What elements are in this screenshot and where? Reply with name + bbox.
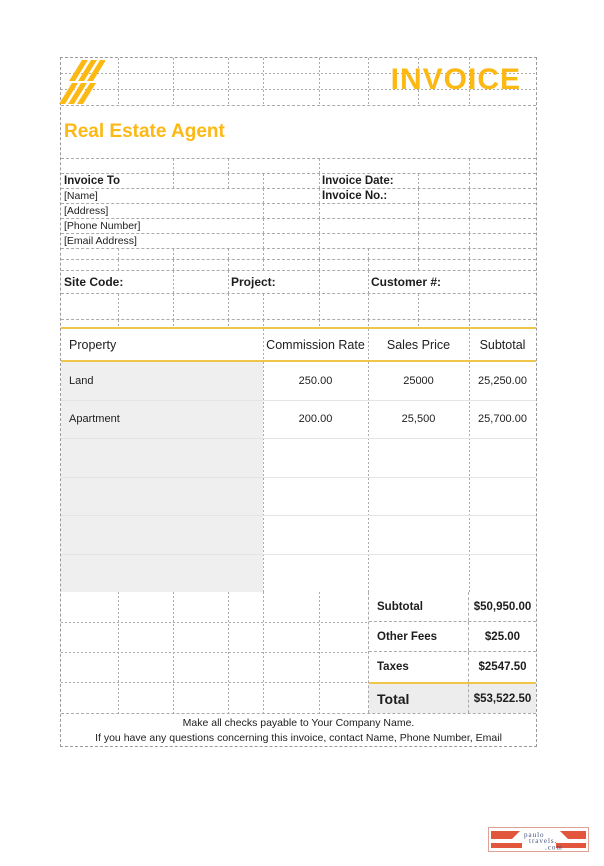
footer-line-2: If you have any questions concerning this invoice, contact Name, Phone Number, Email [95, 731, 502, 744]
summary-other-fees-row [369, 622, 536, 652]
property-column-header: Property [69, 337, 117, 352]
footer-note [61, 713, 536, 746]
summary-taxes-row [369, 652, 536, 682]
company-heading: Real Estate Agent [61, 105, 536, 158]
item-property[interactable]: Apartment [61, 401, 263, 439]
invoice-no-label: Invoice No.: [322, 190, 388, 202]
invoice-to-row [61, 173, 536, 188]
grid-spacer-row [61, 259, 536, 270]
summary-totals [368, 592, 536, 713]
summary-taxes-label: Taxes [369, 652, 469, 682]
watermark-word-3: .com [545, 843, 563, 852]
item-property[interactable] [61, 439, 263, 477]
item-property[interactable]: Land [61, 362, 263, 400]
item-commission-rate[interactable]: 200.00 [298, 413, 333, 426]
invoice-sheet [60, 57, 537, 747]
grid-spacer-row [61, 319, 536, 327]
item-property[interactable] [61, 478, 263, 516]
invoice-to-label: Invoice To [64, 175, 121, 187]
summary-subtotal-value: $50,950.00 [473, 600, 532, 613]
table-row-empty [61, 516, 536, 555]
item-commission-rate[interactable]: 250.00 [298, 374, 333, 387]
bill-to-address-field[interactable]: [Address] [64, 205, 109, 217]
commission-rate-column-header: Commission Rate [266, 337, 365, 352]
subtotal-column-header: Subtotal [479, 337, 526, 352]
summary-other-fees-label: Other Fees [369, 622, 469, 651]
item-subtotal[interactable]: 25,250.00 [478, 374, 527, 387]
watermark-word-1: paulo [524, 831, 545, 839]
summary-total-row [369, 682, 536, 713]
bill-to-email-field[interactable]: [Email Address] [64, 235, 137, 247]
bill-to-address-row [61, 203, 536, 218]
item-property[interactable] [61, 555, 263, 593]
item-sales-price[interactable]: 25000 [403, 374, 434, 387]
table-row-empty [61, 439, 536, 478]
items-table [61, 327, 536, 592]
table-row-empty [61, 478, 536, 517]
bill-to-phone-row [61, 218, 536, 233]
summary-other-fees-value: $25.00 [484, 630, 521, 643]
company-logo-icon [59, 59, 105, 107]
summary-total-value: $53,522.50 [473, 692, 532, 705]
item-sales-price[interactable]: 25,500 [401, 413, 436, 426]
summary-section [61, 592, 536, 713]
summary-left-grid [61, 592, 368, 713]
top-grid-band [61, 58, 536, 105]
item-property[interactable] [61, 516, 263, 554]
paulo-travels-watermark [488, 827, 589, 852]
item-subtotal[interactable]: 25,700.00 [478, 413, 527, 426]
summary-total-label: Total [369, 684, 469, 713]
items-table-body [61, 362, 536, 592]
summary-subtotal-label: Subtotal [369, 592, 469, 621]
table-row-empty [61, 555, 536, 593]
project-label: Project: [231, 275, 276, 289]
summary-subtotal-row [369, 592, 536, 622]
grid-spacer-row [61, 293, 536, 319]
watermark-word-2: travels. [529, 837, 558, 845]
table-row [61, 401, 536, 440]
site-code-label: Site Code: [64, 275, 124, 289]
footer-line-1: Make all checks payable to Your Company Name. [182, 717, 415, 729]
bill-to-name-field[interactable]: [Name] [64, 190, 98, 202]
bill-to-name-row [61, 188, 536, 203]
summary-taxes-value: $2547.50 [478, 661, 527, 673]
sales-price-column-header: Sales Price [386, 337, 451, 352]
grid-spacer-row [61, 248, 536, 259]
invoice-date-label: Invoice Date: [322, 175, 394, 187]
customer-number-label: Customer #: [371, 275, 442, 289]
invoice-title: INVOICE [390, 63, 521, 96]
bill-to-phone-field[interactable]: [Phone Number] [64, 220, 141, 232]
reference-row [61, 270, 536, 293]
items-table-header [61, 327, 536, 362]
bill-to-email-row [61, 233, 536, 248]
table-row [61, 362, 536, 401]
grid-spacer-row [61, 158, 536, 173]
